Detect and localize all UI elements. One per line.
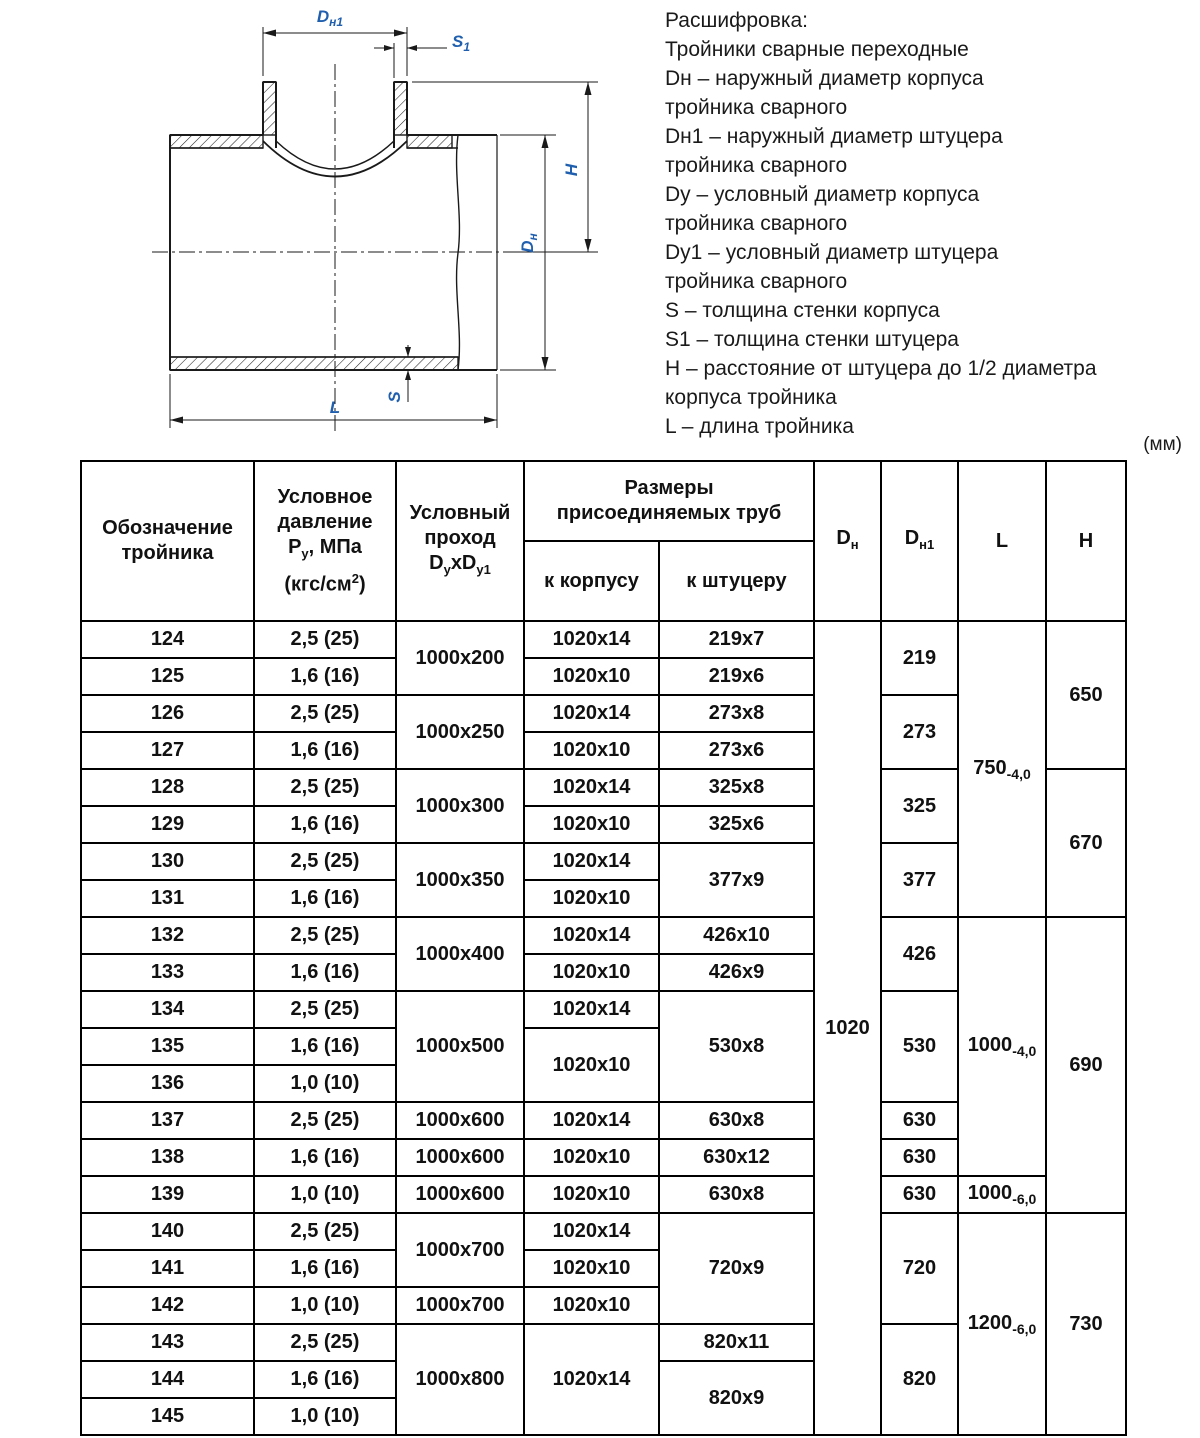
body-cell: 1020x10: [524, 806, 659, 843]
legend-line: Dу – условный диаметр корпуса: [665, 183, 980, 206]
body-cell: 2,5 (25): [254, 991, 396, 1028]
body-cell: 630: [881, 1139, 958, 1176]
legend-line: S1 – толщина стенки штуцера: [665, 328, 959, 351]
legend-line: корпуса тройника: [665, 386, 837, 409]
body-cell: 426x9: [659, 954, 814, 991]
legend-line: Тройники сварные переходные: [665, 38, 969, 61]
h-dim-label: H: [562, 163, 581, 177]
body-cell: 2,5 (25): [254, 1213, 396, 1250]
body-cell: 2,5 (25): [254, 1324, 396, 1361]
body-cell: 141: [81, 1250, 254, 1287]
body-row: [81, 1213, 1126, 1250]
body-cell: 1000x800: [396, 1324, 524, 1435]
body-cell: 143: [81, 1324, 254, 1361]
body-cell: 126: [81, 695, 254, 732]
body-cell: 1020x14: [524, 991, 659, 1028]
body-cell: 1020x10: [524, 1028, 659, 1102]
body-cell: 820: [881, 1324, 958, 1435]
body-cell: 670: [1046, 769, 1126, 917]
body-cell: 273x8: [659, 695, 814, 732]
body-cell: 1020x14: [524, 1324, 659, 1435]
body-cell: $1000_{-4,0}$: [958, 917, 1046, 1176]
header-cell: к корпусу: [524, 541, 659, 621]
body-cell: 139: [81, 1176, 254, 1213]
body-cell: 1020x10: [524, 1287, 659, 1324]
body-cell: 125: [81, 658, 254, 695]
body-cell: 1020x14: [524, 1213, 659, 1250]
body-cell: 1,6 (16): [254, 732, 396, 769]
unit-note: (мм): [1143, 434, 1182, 455]
body-cell: 2,5 (25): [254, 1102, 396, 1139]
legend-line: тройника сварного: [665, 212, 848, 235]
header-cell: Размеры присоединяемых труб: [524, 461, 814, 541]
body-cell: 1020x14: [524, 621, 659, 658]
body-cell: 1000x300: [396, 769, 524, 843]
body-cell: 426x10: [659, 917, 814, 954]
body-cell: 273x6: [659, 732, 814, 769]
body-cell: 1020: [814, 621, 881, 1435]
body-cell: 650: [1046, 621, 1126, 769]
body-cell: $750_{-4,0}$: [958, 621, 1046, 917]
legend-line: тройника сварного: [665, 270, 848, 293]
dimension-labels: [317, 7, 581, 417]
pipe-outline: [170, 82, 497, 370]
body-cell: 630x12: [659, 1139, 814, 1176]
dn-dim-label: $D_н$: [518, 233, 540, 253]
body-cell: 1,6 (16): [254, 880, 396, 917]
body-cell: 1,0 (10): [254, 1065, 396, 1102]
body-cell: 128: [81, 769, 254, 806]
body-cell: 1,0 (10): [254, 1287, 396, 1324]
body-cell: 127: [81, 732, 254, 769]
body-cell: 1020x14: [524, 769, 659, 806]
body-cell: 630: [881, 1176, 958, 1213]
spec-table: [80, 460, 1127, 1436]
body-cell: 1,6 (16): [254, 658, 396, 695]
header-cell: Условное давление $P_у$, МПа $(кгс/см^2)$: [254, 461, 396, 621]
body-cell: 140: [81, 1213, 254, 1250]
body-cell: 134: [81, 991, 254, 1028]
body-cell: 1020x10: [524, 1250, 659, 1287]
body-cell: 145: [81, 1398, 254, 1435]
body-cell: $1000_{-6,0}$: [958, 1176, 1046, 1213]
body-cell: 1020x14: [524, 917, 659, 954]
centerlines: [152, 64, 514, 434]
body-cell: 1000x400: [396, 917, 524, 991]
header-cell: Условный проход $D_уxD_{у1}$: [396, 461, 524, 621]
body-cell: 1000x500: [396, 991, 524, 1102]
legend-line: S – толщина стенки корпуса: [665, 299, 940, 322]
body-cell: 142: [81, 1287, 254, 1324]
body-cell: 1,6 (16): [254, 954, 396, 991]
body-cell: 1,6 (16): [254, 1250, 396, 1287]
body-cell: 144: [81, 1361, 254, 1398]
body-cell: 2,5 (25): [254, 917, 396, 954]
body-cell: 630x8: [659, 1102, 814, 1139]
legend-line: L – длина тройника: [665, 415, 854, 438]
header-cell: H: [1046, 461, 1126, 621]
dn1-dim-label: $D_{н1}$: [316, 7, 344, 29]
legend-line: H – расстояние от штуцера до 1/2 диаметра: [665, 357, 1097, 380]
body-cell: 2,5 (25): [254, 769, 396, 806]
body-cell: 219: [881, 621, 958, 695]
body-cell: 377: [881, 843, 958, 917]
body-cell: 377x9: [659, 843, 814, 917]
body-cell: 1000x350: [396, 843, 524, 917]
legend-title: Расшифровка:: [665, 9, 809, 32]
header-cell: $D_{н1}$: [881, 461, 958, 621]
legend-line: тройника сварного: [665, 96, 848, 119]
body-cell: 1,0 (10): [254, 1398, 396, 1435]
body-row: [81, 1176, 1126, 1213]
body-row: [81, 621, 1126, 658]
body-cell: 129: [81, 806, 254, 843]
body-row: [81, 917, 1126, 954]
body-cell: 1,6 (16): [254, 1139, 396, 1176]
body-cell: 630: [881, 1102, 958, 1139]
legend-line: Dн – наружный диаметр корпуса: [665, 67, 984, 90]
body-cell: 132: [81, 917, 254, 954]
body-cell: 219x7: [659, 621, 814, 658]
header-cell: $D_н$: [814, 461, 881, 621]
body-cell: 325: [881, 769, 958, 843]
legend-line: Dн1 – наружный диаметр штуцера: [665, 125, 1003, 148]
body-cell: 1000x600: [396, 1102, 524, 1139]
body-cell: 530: [881, 991, 958, 1102]
body-cell: 135: [81, 1028, 254, 1065]
body-cell: 219x6: [659, 658, 814, 695]
body-cell: 530x8: [659, 991, 814, 1102]
table-head: [81, 461, 1126, 621]
body-cell: 1000x700: [396, 1287, 524, 1324]
body-cell: 325x8: [659, 769, 814, 806]
body-cell: 1020x10: [524, 880, 659, 917]
l-dim-label: L: [329, 398, 341, 417]
s1-dim-label: $S_1$: [452, 32, 471, 54]
legend-line: Dу1 – условный диаметр штуцера: [665, 241, 999, 264]
body-cell: 1020x10: [524, 1176, 659, 1213]
body-cell: 131: [81, 880, 254, 917]
table-body: [81, 621, 1126, 1435]
header-cell: к штуцеру: [659, 541, 814, 621]
body-cell: 820x9: [659, 1361, 814, 1435]
body-cell: 2,5 (25): [254, 621, 396, 658]
legend: [665, 6, 1195, 441]
body-cell: 136: [81, 1065, 254, 1102]
header-cell: Обозначение тройника: [81, 461, 254, 621]
body-cell: 273: [881, 695, 958, 769]
body-cell: 130: [81, 843, 254, 880]
body-cell: 1020x10: [524, 658, 659, 695]
body-cell: 1020x10: [524, 954, 659, 991]
body-cell: 1000x700: [396, 1213, 524, 1287]
body-cell: 325x6: [659, 806, 814, 843]
body-cell: 138: [81, 1139, 254, 1176]
body-cell: 1020x14: [524, 1102, 659, 1139]
header-cell: L: [958, 461, 1046, 621]
body-cell: 730: [1046, 1213, 1126, 1435]
body-cell: 1000x250: [396, 695, 524, 769]
body-cell: 1000x600: [396, 1139, 524, 1176]
body-cell: 137: [81, 1102, 254, 1139]
legend-lines: [665, 35, 1195, 441]
body-cell: 1020x14: [524, 695, 659, 732]
body-cell: 720x9: [659, 1213, 814, 1324]
header-row: [81, 461, 1126, 541]
body-cell: 133: [81, 954, 254, 991]
body-cell: 426: [881, 917, 958, 991]
body-cell: 2,5 (25): [254, 695, 396, 732]
body-cell: 1,6 (16): [254, 1361, 396, 1398]
body-cell: 820x11: [659, 1324, 814, 1361]
s-dim-label: S: [385, 391, 404, 403]
body-cell: 124: [81, 621, 254, 658]
tee-drawing: [0, 0, 660, 452]
body-cell: 1,0 (10): [254, 1176, 396, 1213]
body-cell: 690: [1046, 917, 1126, 1213]
body-cell: 1,6 (16): [254, 806, 396, 843]
body-cell: 1000x600: [396, 1176, 524, 1213]
body-cell: 1,6 (16): [254, 1028, 396, 1065]
body-cell: 630x8: [659, 1176, 814, 1213]
body-cell: 1020x10: [524, 732, 659, 769]
legend-line: тройника сварного: [665, 154, 848, 177]
pipe-wall-hatching: [170, 82, 458, 370]
body-cell: 1000x200: [396, 621, 524, 695]
body-cell: 1020x10: [524, 1139, 659, 1176]
body-cell: $1200_{-6,0}$: [958, 1213, 1046, 1435]
body-cell: 720: [881, 1213, 958, 1324]
body-cell: 2,5 (25): [254, 843, 396, 880]
body-cell: 1020x14: [524, 843, 659, 880]
